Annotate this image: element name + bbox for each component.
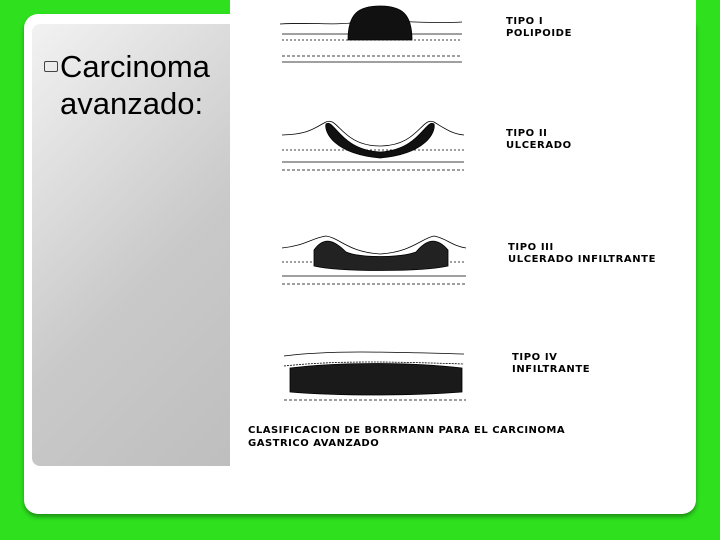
figure-caption (248, 424, 588, 450)
tipo-3-label: TIPO III ULCERADO INFILTRANTE (508, 242, 657, 265)
tipo-4-label: TIPO IV INFILTRANTE (512, 352, 591, 375)
tipo-1-label: TIPO I POLIPOIDE (506, 16, 573, 39)
caption-line-2: GASTRICO AVANZADO (248, 438, 380, 449)
checkbox-bullet-icon (44, 61, 58, 72)
bullet-line-1: Carcinoma (60, 49, 210, 84)
caption-line-1: CLASIFICACION DE BORRMANN PARA EL CARCINOMA (248, 425, 566, 436)
bullet-line-2: avanzado: (60, 86, 204, 121)
borrmann-illustration (230, 0, 696, 466)
borrmann-figure (230, 0, 696, 466)
tipo-2-label: TIPO II ULCERADO (506, 128, 572, 151)
